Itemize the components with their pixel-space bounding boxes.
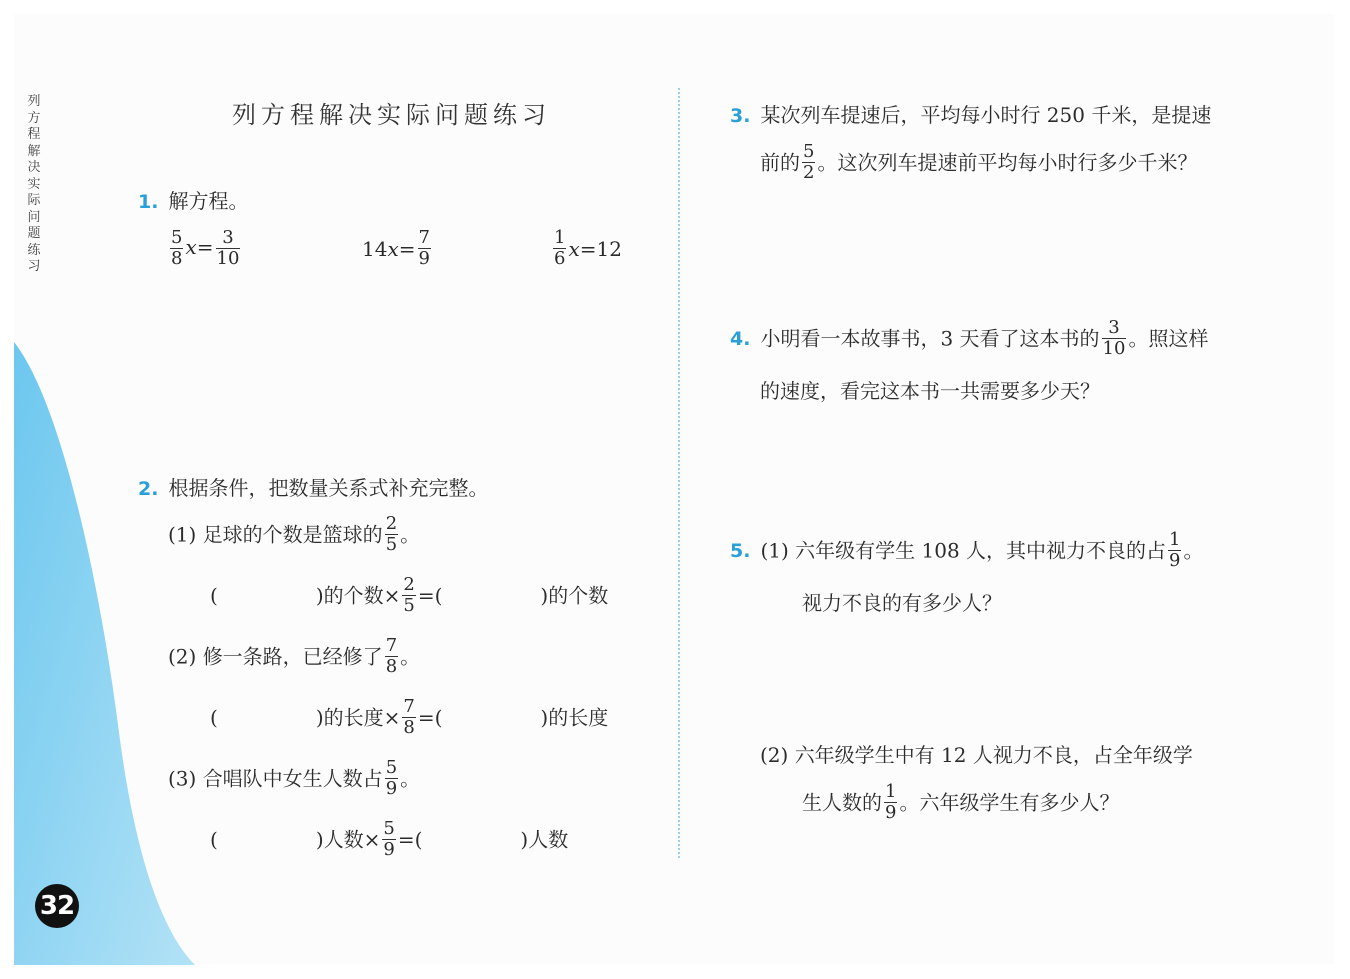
question-3-line-1: 3. 某次列车提速后，平均每小时行 250 千米，是提速	[730, 103, 1212, 127]
equation-2: 14x= $\frac{7}{9}$	[362, 227, 430, 269]
column-divider	[678, 88, 680, 858]
question-3-line-2: 前的 $\frac{5}{2}$ 。这次列车提速前平均每小时行多少千米？	[760, 141, 1198, 183]
equation-1: $\frac{5}{8}$ x= $\frac{3}{10}$	[171, 227, 240, 269]
question-5-part-1-line-2: 视力不良的有多少人？	[802, 591, 1002, 615]
q2-part-3-condition: (3) 合唱队中女生人数占 $\frac{5}{9}$ 。	[168, 757, 421, 799]
q2-part-2-condition: (2) 修一条路，已经修了 $\frac{7}{8}$ 。	[168, 635, 421, 677]
side-tab: 列 方 程 解 决 实 际 问 题 练 习	[27, 94, 41, 274]
q2-part-1-relation: ( )的个数× $\frac{2}{5}$ =( )的个数	[210, 574, 609, 616]
question-5-part-2-line-1: (2) 六年级学生中有 12 人视力不良，占全年级学	[760, 743, 1193, 767]
question-1-heading: 1. 解方程。	[138, 189, 249, 213]
page-title: 列方程解决实际问题练习	[232, 101, 551, 129]
question-4-line-2: 的速度，看完这本书一共需要多少天？	[760, 379, 1100, 403]
page-number-badge: 32	[35, 884, 79, 928]
question-5-part-2-line-2: 生人数的 $\frac{1}{9}$ 。六年级学生有多少人？	[802, 781, 1120, 823]
q2-part-1-condition: (1) 足球的个数是篮球的 $\frac{2}{5}$ 。	[168, 513, 421, 555]
question-5-part-1: 5. (1) 六年级有学生 108 人，其中视力不良的占 $\frac{1}{9}$ 。	[730, 529, 1204, 571]
question-4-line-1: 4. 小明看一本故事书，3 天看了这本书的 $\frac{3}{10}$ 。照这样	[730, 317, 1209, 359]
q2-part-3-relation: ( )人数× $\frac{5}{9}$ =( )人数	[210, 818, 569, 860]
question-2-heading: 2. 根据条件，把数量关系式补充完整。	[138, 476, 489, 500]
q2-part-2-relation: ( )的长度× $\frac{7}{8}$ =( )的长度	[210, 696, 609, 738]
equation-3: $\frac{1}{6}$ x=12	[554, 227, 622, 269]
